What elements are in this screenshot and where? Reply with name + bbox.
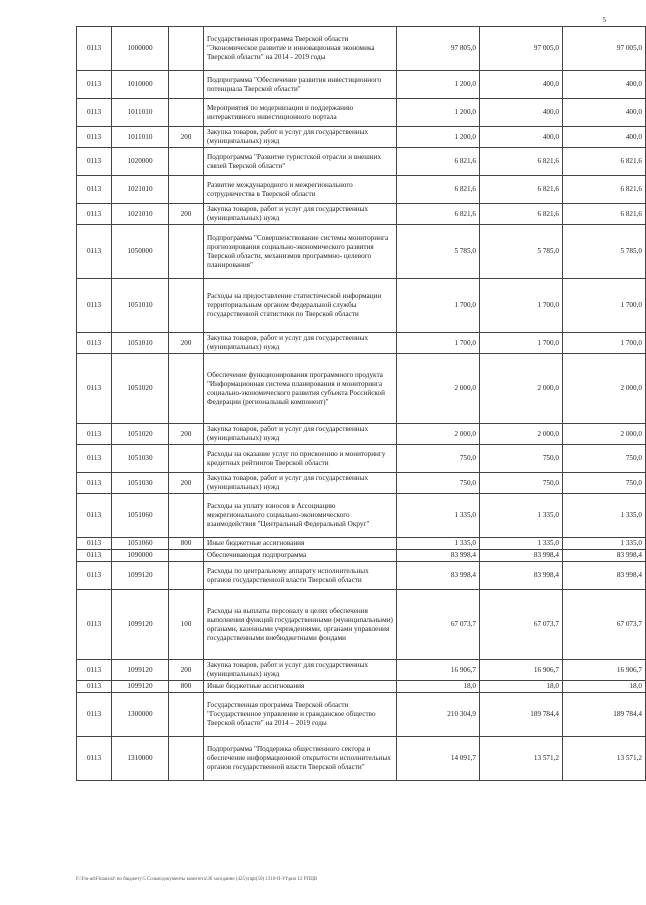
expense-type-cell	[169, 562, 204, 590]
amount-2014-cell: 210 304,9	[397, 693, 480, 737]
expense-type-cell	[169, 354, 204, 424]
amount-2016-cell: 1 335,0	[563, 494, 646, 538]
expense-type-cell	[169, 225, 204, 279]
amount-2014-cell: 6 821,6	[397, 176, 480, 204]
amount-2016-cell: 83 998,4	[563, 550, 646, 562]
table-row	[77, 354, 646, 424]
expense-type-cell	[169, 550, 204, 562]
section-code-cell: 0113	[77, 494, 112, 538]
item-name-cell: Закупка товаров, работ и услуг для государственных (муниципальных) нужд	[204, 204, 397, 225]
target-code-cell: 1099120	[112, 660, 169, 681]
item-name-cell: Подпрограмма "Поддержка общественного сектора и обеспечение информационной открытости исполнительных органов государственной власти Тверской области"	[204, 737, 397, 781]
amount-2015-cell: 6 821,6	[480, 176, 563, 204]
expense-type-cell	[169, 693, 204, 737]
amount-2016-cell: 750,0	[563, 473, 646, 494]
item-name-cell: Подпрограмма "Совершенствование системы мониторинга прогнозирования социально-экономического развития Тверской области, механизмов программно- целевого планирования"	[204, 225, 397, 279]
amount-2014-cell: 83 998,4	[397, 550, 480, 562]
amount-2014-cell: 1 700,0	[397, 333, 480, 354]
table-row	[77, 71, 646, 99]
table-row	[77, 279, 646, 333]
amount-2016-cell: 1 700,0	[563, 333, 646, 354]
section-code-cell: 0113	[77, 681, 112, 693]
amount-2015-cell: 83 998,4	[480, 550, 563, 562]
amount-2015-cell: 750,0	[480, 445, 563, 473]
table-row	[77, 590, 646, 660]
item-name-cell: Расходы по центральному аппарату исполнительных органов государственной власти Тверской области	[204, 562, 397, 590]
amount-2015-cell: 6 821,6	[480, 204, 563, 225]
section-code-cell: 0113	[77, 148, 112, 176]
amount-2016-cell: 750,0	[563, 445, 646, 473]
table-row	[77, 538, 646, 550]
amount-2015-cell: 16 906,7	[480, 660, 563, 681]
target-code-cell: 1021010	[112, 176, 169, 204]
section-code-cell: 0113	[77, 590, 112, 660]
section-code-cell: 0113	[77, 562, 112, 590]
amount-2014-cell: 1 335,0	[397, 538, 480, 550]
amount-2014-cell: 16 906,7	[397, 660, 480, 681]
amount-2014-cell: 67 073,7	[397, 590, 480, 660]
amount-2015-cell: 67 073,7	[480, 590, 563, 660]
section-code-cell: 0113	[77, 538, 112, 550]
target-code-cell: 1000000	[112, 27, 169, 71]
amount-2014-cell: 97 805,0	[397, 27, 480, 71]
target-code-cell: 1020000	[112, 148, 169, 176]
expense-type-cell	[169, 148, 204, 176]
amount-2014-cell: 750,0	[397, 445, 480, 473]
target-code-cell: 1099120	[112, 590, 169, 660]
amount-2014-cell: 18,0	[397, 681, 480, 693]
amount-2016-cell: 400,0	[563, 127, 646, 148]
amount-2014-cell: 1 200,0	[397, 127, 480, 148]
amount-2015-cell: 6 821,6	[480, 148, 563, 176]
item-name-cell: Закупка товаров, работ и услуг для государственных (муниципальных) нужд	[204, 127, 397, 148]
section-code-cell: 0113	[77, 99, 112, 127]
table-row	[77, 176, 646, 204]
amount-2015-cell: 83 998,4	[480, 562, 563, 590]
amount-2014-cell: 750,0	[397, 473, 480, 494]
amount-2015-cell: 18,0	[480, 681, 563, 693]
expense-type-cell: 200	[169, 660, 204, 681]
item-name-cell: Закупка товаров, работ и услуг для государственных (муниципальных) нужд	[204, 333, 397, 354]
item-name-cell: Иные бюджетные ассигнования	[204, 681, 397, 693]
item-name-cell: Подпрограмма "Обеспечение развития инвестиционного потенциала Тверской области"	[204, 71, 397, 99]
amount-2016-cell: 13 571,2	[563, 737, 646, 781]
amount-2016-cell: 5 785,0	[563, 225, 646, 279]
amount-2016-cell: 6 821,6	[563, 176, 646, 204]
amount-2015-cell: 750,0	[480, 473, 563, 494]
amount-2014-cell: 83 998,4	[397, 562, 480, 590]
amount-2015-cell: 1 700,0	[480, 279, 563, 333]
table-row	[77, 99, 646, 127]
table-row	[77, 550, 646, 562]
amount-2014-cell: 6 821,6	[397, 148, 480, 176]
item-name-cell: Расходы на выплаты персоналу в целях обеспечения выполнения функций государственными (муниципальными) органами, казенными учреждениями, органами управления государственными внебюджетными фондами	[204, 590, 397, 660]
item-name-cell: Расходы на оказание услуг по присвоению и мониторингу кредитных рейтингов Тверской области	[204, 445, 397, 473]
item-name-cell: Закупка товаров, работ и услуг для государственных (муниципальных) нужд	[204, 424, 397, 445]
amount-2016-cell: 97 005,0	[563, 27, 646, 71]
table-row	[77, 681, 646, 693]
expense-type-cell: 100	[169, 590, 204, 660]
table-row	[77, 693, 646, 737]
amount-2016-cell: 1 335,0	[563, 538, 646, 550]
target-code-cell: 1051010	[112, 279, 169, 333]
table-row	[77, 27, 646, 71]
target-code-cell: 1099120	[112, 681, 169, 693]
expense-type-cell	[169, 737, 204, 781]
amount-2014-cell: 1 335,0	[397, 494, 480, 538]
section-code-cell: 0113	[77, 127, 112, 148]
amount-2014-cell: 2 000,0	[397, 424, 480, 445]
item-name-cell: Расходы на уплату взносов в Ассоциацию межрегионального социально-экономического взаимодействия "Центральный Федеральный Округ"	[204, 494, 397, 538]
target-code-cell: 1011010	[112, 99, 169, 127]
table-row	[77, 148, 646, 176]
target-code-cell: 1051060	[112, 538, 169, 550]
target-code-cell: 1051020	[112, 354, 169, 424]
target-code-cell: 1051030	[112, 445, 169, 473]
section-code-cell: 0113	[77, 473, 112, 494]
amount-2016-cell: 83 998,4	[563, 562, 646, 590]
amount-2016-cell: 18,0	[563, 681, 646, 693]
section-code-cell: 0113	[77, 445, 112, 473]
target-code-cell: 1011010	[112, 127, 169, 148]
expense-type-cell	[169, 279, 204, 333]
target-code-cell: 1099120	[112, 562, 169, 590]
amount-2015-cell: 5 785,0	[480, 225, 563, 279]
amount-2016-cell: 400,0	[563, 99, 646, 127]
amount-2014-cell: 2 000,0	[397, 354, 480, 424]
expense-type-cell: 800	[169, 538, 204, 550]
amount-2015-cell: 1 335,0	[480, 538, 563, 550]
amount-2014-cell: 5 785,0	[397, 225, 480, 279]
target-code-cell: 1050000	[112, 225, 169, 279]
section-code-cell: 0113	[77, 693, 112, 737]
amount-2015-cell: 1 700,0	[480, 333, 563, 354]
item-name-cell: Расходы на предоставление статистической информации территориальным органом Федеральной службы государственной статистики по Тверской области	[204, 279, 397, 333]
expense-type-cell	[169, 27, 204, 71]
amount-2016-cell: 6 821,6	[563, 204, 646, 225]
section-code-cell: 0113	[77, 354, 112, 424]
expense-type-cell	[169, 176, 204, 204]
target-code-cell: 1300000	[112, 693, 169, 737]
expense-type-cell: 200	[169, 424, 204, 445]
expense-type-cell	[169, 494, 204, 538]
table-row	[77, 473, 646, 494]
amount-2016-cell: 16 906,7	[563, 660, 646, 681]
target-code-cell: 1021010	[112, 204, 169, 225]
amount-2014-cell: 1 200,0	[397, 71, 480, 99]
item-name-cell: Государственная программа Тверской области "Государственное управление и гражданское общество Тверской области" на 2014 – 2019 годы	[204, 693, 397, 737]
target-code-cell: 1051010	[112, 333, 169, 354]
footer-file-path: F:\Fin-ad\Finansist\ по бюджету\5 Созыв\документы комитета\30 заседание (425)\rapt(50) 1310-II-УI\рил 12 РПЦВ	[76, 877, 318, 882]
expense-type-cell	[169, 71, 204, 99]
section-code-cell: 0113	[77, 225, 112, 279]
table-row	[77, 660, 646, 681]
amount-2014-cell: 1 700,0	[397, 279, 480, 333]
amount-2015-cell: 2 000,0	[480, 354, 563, 424]
expense-type-cell: 200	[169, 333, 204, 354]
amount-2016-cell: 189 784,4	[563, 693, 646, 737]
amount-2015-cell: 97 005,0	[480, 27, 563, 71]
section-code-cell: 0113	[77, 333, 112, 354]
item-name-cell: Государственная программа Тверской области "Экономическое развитие и инновационная экономика Тверской области" на 2014 - 2019 годы	[204, 27, 397, 71]
table-row	[77, 424, 646, 445]
expense-type-cell: 800	[169, 681, 204, 693]
target-code-cell: 1010000	[112, 71, 169, 99]
amount-2016-cell: 2 000,0	[563, 424, 646, 445]
section-code-cell: 0113	[77, 660, 112, 681]
amount-2014-cell: 1 200,0	[397, 99, 480, 127]
section-code-cell: 0113	[77, 424, 112, 445]
item-name-cell: Иные бюджетные ассигнования	[204, 538, 397, 550]
section-code-cell: 0113	[77, 27, 112, 71]
section-code-cell: 0113	[77, 737, 112, 781]
section-code-cell: 0113	[77, 176, 112, 204]
budget-table	[76, 26, 646, 781]
target-code-cell: 1051060	[112, 494, 169, 538]
section-code-cell: 0113	[77, 71, 112, 99]
target-code-cell: 1051020	[112, 424, 169, 445]
expense-type-cell: 200	[169, 127, 204, 148]
table-row	[77, 445, 646, 473]
section-code-cell: 0113	[77, 204, 112, 225]
section-code-cell: 0113	[77, 279, 112, 333]
item-name-cell: Обеспечивающая подпрограмма	[204, 550, 397, 562]
page-number: 5	[602, 16, 606, 24]
amount-2016-cell: 6 821,6	[563, 148, 646, 176]
target-code-cell: 1310000	[112, 737, 169, 781]
amount-2015-cell: 189 784,4	[480, 693, 563, 737]
table-row	[77, 494, 646, 538]
amount-2015-cell: 1 335,0	[480, 494, 563, 538]
item-name-cell: Обеспечение функционирования программного продукта "Информационная система планирования и мониторинга социально-экономического развития субъекта Российской Федерации (региональный компонент)"	[204, 354, 397, 424]
expense-type-cell	[169, 99, 204, 127]
amount-2014-cell: 14 091,7	[397, 737, 480, 781]
amount-2016-cell: 400,0	[563, 71, 646, 99]
target-code-cell: 1090000	[112, 550, 169, 562]
amount-2015-cell: 400,0	[480, 99, 563, 127]
table-row	[77, 333, 646, 354]
expense-type-cell: 200	[169, 204, 204, 225]
expense-type-cell: 200	[169, 473, 204, 494]
amount-2015-cell: 13 571,2	[480, 737, 563, 781]
table-row	[77, 204, 646, 225]
amount-2016-cell: 1 700,0	[563, 279, 646, 333]
item-name-cell: Закупка товаров, работ и услуг для государственных (муниципальных) нужд	[204, 473, 397, 494]
amount-2016-cell: 67 073,7	[563, 590, 646, 660]
table-row	[77, 737, 646, 781]
table-row	[77, 225, 646, 279]
expense-type-cell	[169, 445, 204, 473]
amount-2015-cell: 2 000,0	[480, 424, 563, 445]
amount-2015-cell: 400,0	[480, 71, 563, 99]
section-code-cell: 0113	[77, 550, 112, 562]
table-row	[77, 562, 646, 590]
table-row	[77, 127, 646, 148]
target-code-cell: 1051030	[112, 473, 169, 494]
amount-2016-cell: 2 000,0	[563, 354, 646, 424]
item-name-cell: Подпрограмма "Развитие туристской отрасли и внешних связей Тверской области"	[204, 148, 397, 176]
item-name-cell: Развитие международного и межрегионального сотрудничества в Тверской области	[204, 176, 397, 204]
item-name-cell: Закупка товаров, работ и услуг для государственных (муниципальных) нужд	[204, 660, 397, 681]
amount-2014-cell: 6 821,6	[397, 204, 480, 225]
item-name-cell: Мероприятия по модернизации и поддержанию интерактивного инвестиционного портала	[204, 99, 397, 127]
amount-2015-cell: 400,0	[480, 127, 563, 148]
